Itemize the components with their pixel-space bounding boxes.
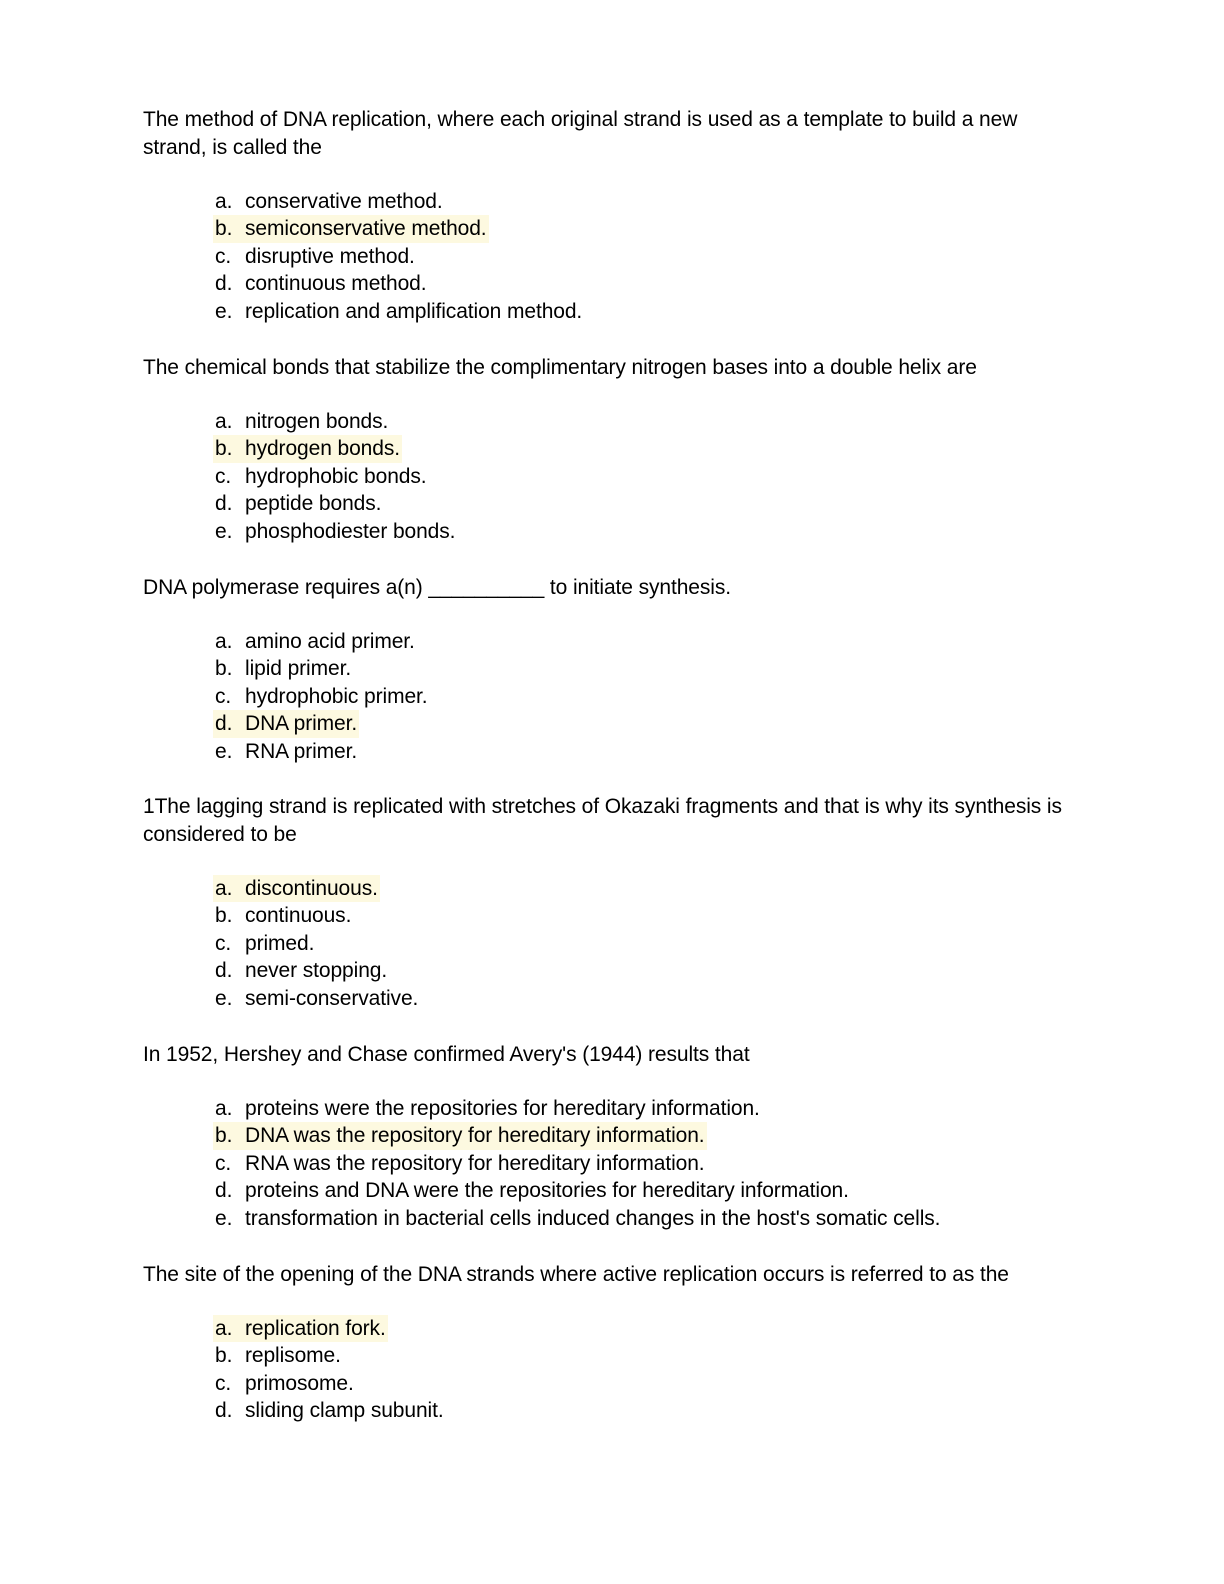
answer-option [143,902,1083,929]
option-text: RNA was the repository for hereditary information. [245,1151,705,1175]
option-letter: c. [215,1151,232,1175]
option-letter: e. [215,986,233,1010]
answer-options [143,408,1083,545]
option-text: disruptive method. [245,244,415,268]
option-text: nitrogen bonds. [245,410,389,433]
option-letter: d. [215,959,233,983]
option-text: sliding clamp subunit. [245,1399,444,1423]
answer-option [143,1315,1083,1342]
answer-option [143,188,1083,215]
answer-option [143,738,1083,765]
option-letter: a. [215,410,233,433]
option-text: primed. [245,931,315,955]
option-letter: a. [215,1097,233,1120]
option-text: primosome. [245,1371,354,1395]
option-text: replication and amplification method. [245,299,583,323]
option-letter: b. [215,437,233,461]
option-text: amino acid primer. [245,630,415,653]
option-text: DNA was the repository for hereditary information. [245,1124,705,1148]
question-1 [143,106,1083,325]
answer-option [143,683,1083,710]
answer-option [143,710,1083,737]
option-text: hydrophobic primer. [245,684,428,708]
option-text: hydrogen bonds. [245,437,400,461]
option-text: lipid primer. [245,657,352,681]
question-4 [143,793,1083,1012]
answer-option [143,1370,1083,1397]
option-letter: e. [215,739,233,763]
answer-option [143,518,1083,545]
answer-option [143,270,1083,297]
option-letter: d. [215,1399,233,1423]
option-text: semiconservative method. [245,217,487,241]
answer-options [143,875,1083,1012]
option-text: continuous method. [245,272,427,296]
answer-option [143,875,1083,902]
answer-option [143,1095,1083,1122]
answer-option [143,930,1083,957]
answer-option [143,1177,1083,1204]
option-letter: c. [215,464,232,488]
question-stem: The method of DNA replication, where each original strand is used as a template to build a new strand, is called the [143,108,1018,159]
option-letter: b. [215,217,233,241]
option-text: never stopping. [245,959,388,983]
option-letter: e. [215,519,233,543]
answer-option [143,243,1083,270]
option-letter: d. [215,712,233,736]
option-letter: c. [215,931,232,955]
option-text: proteins were the repositories for hereditary information. [245,1097,760,1120]
question-5 [143,1041,1083,1232]
option-letter: a. [215,877,233,900]
answer-option [143,655,1083,682]
option-text: phosphodiester bonds. [245,519,456,543]
answer-options [143,1095,1083,1232]
question-stem: DNA polymerase requires a(n) __________ to initiate synthesis. [143,576,731,599]
option-text: semi-conservative. [245,986,419,1010]
option-letter: a. [215,630,233,653]
answer-option [143,435,1083,462]
answer-option [143,463,1083,490]
answer-option [143,298,1083,325]
option-letter: d. [215,272,233,296]
question-stem: The chemical bonds that stabilize the complimentary nitrogen bases into a double helix are [143,356,977,379]
option-letter: b. [215,904,233,928]
answer-option [143,1150,1083,1177]
option-text: proteins and DNA were the repositories for hereditary information. [245,1179,849,1203]
option-text: continuous. [245,904,352,928]
answer-option [143,957,1083,984]
option-text: conservative method. [245,190,443,213]
option-letter: c. [215,684,232,708]
option-letter: d. [215,1179,233,1203]
option-letter: b. [215,1344,233,1368]
answer-options [143,188,1083,325]
answer-option [143,1397,1083,1424]
answer-option [143,215,1083,242]
answer-options [143,1315,1083,1425]
option-letter: c. [215,1371,232,1395]
answer-option [143,1122,1083,1149]
option-letter: a. [215,1317,233,1340]
answer-option [143,1205,1083,1232]
question-stem: 1The lagging strand is replicated with stretches of Okazaki fragments and that is why its synthesis is considered to be [143,795,1062,846]
option-text: peptide bonds. [245,492,382,516]
option-letter: b. [215,657,233,681]
answer-option [143,985,1083,1012]
option-letter: e. [215,1206,233,1230]
option-text: discontinuous. [245,877,378,900]
option-letter: c. [215,244,232,268]
option-letter: d. [215,492,233,516]
question-stem: The site of the opening of the DNA strands where active replication occurs is referred to as the [143,1263,1009,1286]
option-text: RNA primer. [245,739,358,763]
answer-option [143,1342,1083,1369]
option-letter: e. [215,299,233,323]
question-3 [143,574,1083,765]
question-2 [143,354,1083,545]
answer-option [143,628,1083,655]
option-text: hydrophobic bonds. [245,464,427,488]
option-text: replisome. [245,1344,341,1368]
answer-option [143,408,1083,435]
option-letter: a. [215,190,233,213]
answer-option [143,490,1083,517]
option-text: DNA primer. [245,712,358,736]
question-stem: In 1952, Hershey and Chase confirmed Avery's (1944) results that [143,1043,750,1066]
option-text: replication fork. [245,1317,386,1340]
answer-options [143,628,1083,765]
option-letter: b. [215,1124,233,1148]
option-text: transformation in bacterial cells induced changes in the host's somatic cells. [245,1206,941,1230]
question-6 [143,1261,1083,1425]
